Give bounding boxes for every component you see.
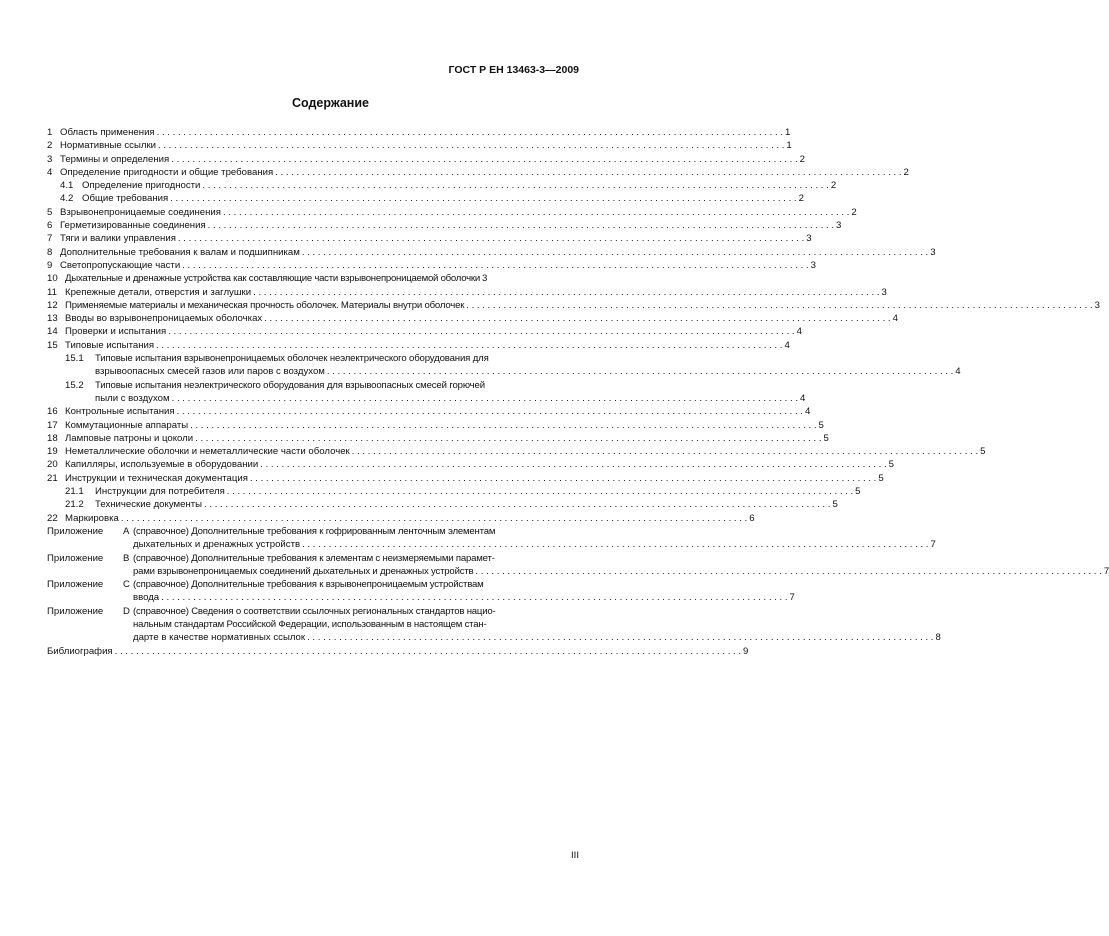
toc-entry-number: 2 xyxy=(47,140,53,152)
toc-entry[interactable] xyxy=(47,445,986,458)
toc-entry-page: 6 xyxy=(749,512,755,524)
toc-entry[interactable] xyxy=(47,166,909,179)
leader-dots xyxy=(158,139,784,152)
toc-entry-page: 2 xyxy=(799,153,805,165)
toc-entry-number: 10 xyxy=(47,273,58,285)
toc-entry-page: 3 xyxy=(810,259,816,271)
toc-entry-page: 3 xyxy=(1094,299,1100,311)
toc-entry-page: 4 xyxy=(804,406,811,418)
toc-entry-number: 21 xyxy=(47,472,58,484)
page-number: III xyxy=(571,850,579,861)
leader-dots xyxy=(182,259,808,272)
appendix-title-line: нальным стандартам Российской Федерации, использованным в настоящем стан- xyxy=(133,618,487,630)
toc-entry-page: 1 xyxy=(786,140,792,152)
leader-dots xyxy=(352,445,978,458)
toc-entry-page: 3 xyxy=(481,273,488,285)
toc-entry-title: Проверки и испытания xyxy=(65,326,167,338)
toc-entry-title: Тяги и валики управления xyxy=(60,233,176,245)
toc-subentry[interactable] xyxy=(47,352,961,379)
toc-entry-number: 15.2 xyxy=(65,379,84,391)
toc-entry-title: Применяемые материалы и механическая прочность оболочек. Материалы внутри оболочек xyxy=(65,299,465,311)
appendix-letter: A xyxy=(123,525,130,537)
toc-entry-number: 4 xyxy=(47,166,53,178)
leader-dots xyxy=(115,645,741,658)
toc-entry-title: Контрольные испытания xyxy=(65,406,175,418)
toc-entry-title: Вводы во взрывонепроницаемых оболочках xyxy=(65,313,263,325)
toc-entry-title: Инструкции для потребителя xyxy=(95,486,225,498)
toc-entry-title: Дыхательные и дренажные устройства как составляющие части взрывонепроницаемой оболочки xyxy=(65,273,480,285)
toc-entry-page: 2 xyxy=(851,206,857,218)
leader-dots xyxy=(121,512,747,525)
toc-entry-page: 4 xyxy=(800,392,806,404)
leader-dots xyxy=(171,153,797,166)
toc-entry-number: 4.1 xyxy=(60,180,74,192)
toc-entry-number: 16 xyxy=(47,406,58,418)
leader-dots xyxy=(223,206,849,219)
appendix-entry[interactable] xyxy=(47,552,1109,579)
toc-subentry[interactable] xyxy=(47,498,838,511)
toc-entry-title-line: Типовые испытания взрывонепроницаемых оболочек неэлектрического оборудования для xyxy=(95,353,489,365)
appendix-page: 8 xyxy=(935,632,941,644)
leader-dots xyxy=(264,312,890,325)
toc-entry[interactable] xyxy=(47,286,887,299)
leader-dots xyxy=(156,339,782,352)
leader-dots xyxy=(227,485,853,498)
toc-entry-title: Общие требования xyxy=(82,193,169,205)
toc-subentry[interactable] xyxy=(47,179,837,192)
toc-entry-number: 19 xyxy=(47,446,58,458)
toc-entry-number: 8 xyxy=(47,246,53,258)
toc-entry[interactable] xyxy=(47,458,894,471)
appendix-entry[interactable] xyxy=(47,605,941,645)
toc-entry-title: Термины и определения xyxy=(60,153,170,165)
toc-entry-page: 5 xyxy=(832,499,838,511)
toc-entry-number: 1 xyxy=(47,127,53,138)
toc-subentry[interactable] xyxy=(47,485,861,498)
toc-entry-title: Маркировка xyxy=(65,512,119,524)
toc-entry-page: 4 xyxy=(955,366,961,378)
leader-dots xyxy=(208,219,834,232)
leader-dots xyxy=(168,325,794,338)
appendix-page: 7 xyxy=(930,539,936,551)
toc-entry-page: 5 xyxy=(855,486,861,498)
toc-entry-title-line: взрывоопасных смесей газов или паров с воздухом xyxy=(95,366,325,378)
toc-entry[interactable] xyxy=(47,139,792,152)
toc-entry-number: 12 xyxy=(47,299,58,311)
appendix-title-line: (справочное) Сведения о соответствии ссылочных региональных стандартов нацио- xyxy=(133,605,496,617)
appendix-title-line: рами взрывонепроницаемых соединений дыхательных и дренажных устройств xyxy=(133,565,474,577)
toc-entry-page: 3 xyxy=(836,220,842,232)
toc-subentry[interactable] xyxy=(47,379,806,406)
toc-entry-page: 5 xyxy=(888,459,894,471)
toc-entry-number: 6 xyxy=(47,220,53,232)
toc-entry-title: Область применения xyxy=(60,127,155,138)
toc-entry[interactable] xyxy=(47,153,805,166)
appendix-entry[interactable] xyxy=(47,525,936,552)
toc-entry-page: 5 xyxy=(980,446,986,458)
toc-entry-page: 3 xyxy=(881,286,887,298)
toc-entry[interactable] xyxy=(47,512,755,525)
toc-entry-number: 15 xyxy=(47,339,58,351)
toc-entry[interactable] xyxy=(47,126,791,139)
toc-entry-number: 15.1 xyxy=(65,353,84,365)
toc-entry[interactable] xyxy=(47,405,811,418)
toc-entry[interactable] xyxy=(47,299,1100,312)
toc-entry-title: Герметизированные соединения xyxy=(60,220,206,232)
toc-entry-title: Нормативные ссылки xyxy=(60,140,157,152)
toc-entry[interactable] xyxy=(47,272,583,285)
toc-entry-number: 20 xyxy=(47,459,58,471)
appendix-label: Приложение xyxy=(47,525,104,537)
leader-dots xyxy=(178,232,804,245)
leader-dots xyxy=(275,166,901,179)
toc-entry-title: Определение пригодности xyxy=(82,180,201,192)
toc-entry-number: 21.1 xyxy=(65,486,84,498)
leader-dots xyxy=(202,179,828,192)
toc-entry-title-line: Типовые испытания неэлектрического оборудования для взрывоопасных смесей горючей xyxy=(95,379,485,391)
toc-entry-page: 5 xyxy=(818,419,824,431)
leader-dots xyxy=(253,286,879,299)
appendix-label: Приложение xyxy=(47,579,104,591)
toc-entry-number: 22 xyxy=(47,512,58,524)
toc-entry-page: 4 xyxy=(796,326,802,338)
toc-entry-number: 5 xyxy=(47,206,53,218)
leader-dots xyxy=(190,419,816,432)
toc-entry-title-line: пыли с воздухом xyxy=(95,392,170,404)
leader-dots xyxy=(250,472,876,485)
toc-entry[interactable] xyxy=(47,206,857,219)
toc-entry-title: Дополнительные требования к валам и подшипникам xyxy=(60,246,300,258)
appendix-page: 7 xyxy=(789,592,795,604)
toc-entry-page: 2 xyxy=(903,166,909,178)
appendix-title-line: (справочное) Дополнительные требования к взрывонепроницаемым устройствам xyxy=(133,579,484,591)
leader-dots xyxy=(172,392,798,405)
toc-subentry[interactable] xyxy=(47,192,804,205)
toc-entry-number: 13 xyxy=(47,313,58,325)
toc-entry[interactable] xyxy=(47,419,824,432)
toc-entry-page: 2 xyxy=(798,193,804,205)
appendix-title-line: (справочное) Дополнительные требования к элементам с неизмеряемыми парамет- xyxy=(133,552,495,564)
toc-entry-title: Инструкции и техническая документация xyxy=(65,472,248,484)
toc-entry-page: 5 xyxy=(878,472,884,484)
appendix-title-line: ввода xyxy=(133,592,160,604)
toc-entry[interactable] xyxy=(47,472,884,485)
toc-entry-page: 2 xyxy=(830,180,837,192)
appendix-title-line: дарте в качестве нормативных ссылок xyxy=(133,632,306,644)
appendix-letter: C xyxy=(123,579,130,591)
toc-entry-page: 3 xyxy=(806,233,812,245)
leader-dots xyxy=(327,365,953,378)
toc-entry-page: 3 xyxy=(930,246,936,258)
toc-entry-title: Капилляры, используемые в оборудовании xyxy=(65,459,259,471)
appendix-letter: B xyxy=(123,552,130,564)
leader-dots xyxy=(157,126,783,139)
toc-entry-title: Светопропускающие части xyxy=(60,259,181,271)
toc-entry[interactable] xyxy=(47,339,790,352)
toc-entry-number: 18 xyxy=(47,432,58,444)
bibliography-title: Библиография xyxy=(47,645,113,657)
toc-entry-title: Технические документы xyxy=(95,499,203,511)
appendix-title-line: дыхательных и дренажных устройств xyxy=(133,539,301,551)
appendix-letter: D xyxy=(123,605,130,617)
toc-entry[interactable] xyxy=(47,325,802,338)
document-header: ГОСТ Р ЕН 13463-3—2009 xyxy=(448,64,579,76)
toc-entry[interactable] xyxy=(47,312,898,325)
table-of-contents xyxy=(47,126,1109,658)
bibliography-page: 9 xyxy=(743,645,749,657)
leader-dots xyxy=(260,458,886,471)
toc-entry-number: 17 xyxy=(47,419,58,431)
toc-entry-title: Взрывонепроницаемые соединения xyxy=(60,206,221,218)
leader-dots xyxy=(177,405,803,418)
toc-entry-number: 9 xyxy=(47,259,53,271)
bibliography-entry[interactable] xyxy=(47,645,749,658)
toc-entry[interactable] xyxy=(47,219,842,232)
leader-dots xyxy=(204,498,830,511)
toc-entry-number: 11 xyxy=(47,286,57,298)
toc-entry-number: 4.2 xyxy=(60,193,74,205)
toc-entry-page: 4 xyxy=(892,313,898,325)
toc-entry-number: 3 xyxy=(47,153,53,165)
appendix-label: Приложение xyxy=(47,552,104,564)
appendix-entry[interactable] xyxy=(47,578,795,605)
leader-dots xyxy=(302,246,928,259)
toc-entry-title: Ламповые патроны и цоколи xyxy=(65,432,194,444)
toc-entry-title: Определение пригодности и общие требования xyxy=(60,166,274,178)
toc-entry-page: 4 xyxy=(784,339,790,351)
leader-dots xyxy=(302,538,928,551)
toc-entry-title: Типовые испытания xyxy=(65,339,155,351)
toc-title: Содержание xyxy=(291,96,369,110)
toc-entry-number: 7 xyxy=(47,233,53,245)
toc-entry[interactable] xyxy=(47,246,936,259)
appendix-title-line: (справочное) Дополнительные требования к гофрированным ленточным элементам xyxy=(133,525,496,537)
leader-dots xyxy=(161,591,787,604)
appendix-label: Приложение xyxy=(47,605,104,617)
leader-dots xyxy=(466,299,1092,312)
leader-dots xyxy=(307,631,933,644)
toc-entry-number: 21.2 xyxy=(65,499,84,511)
toc-entry[interactable] xyxy=(47,232,812,245)
leader-dots xyxy=(170,192,796,205)
toc-entry[interactable] xyxy=(47,432,829,445)
leader-dots xyxy=(195,432,821,445)
leader-dots xyxy=(475,565,1101,578)
toc-entry-title: Крепежные детали, отверстия и заглушки xyxy=(65,286,252,298)
toc-entry[interactable] xyxy=(47,259,816,272)
toc-entry-page: 1 xyxy=(785,127,791,138)
toc-entry-title: Коммутационные аппараты xyxy=(65,419,189,431)
appendix-page: 7 xyxy=(1103,565,1109,577)
toc-entry-title: Неметаллические оболочки и неметаллические части оболочек xyxy=(65,446,350,458)
toc-entry-number: 14 xyxy=(47,326,58,338)
toc-entry-page: 5 xyxy=(823,432,829,444)
